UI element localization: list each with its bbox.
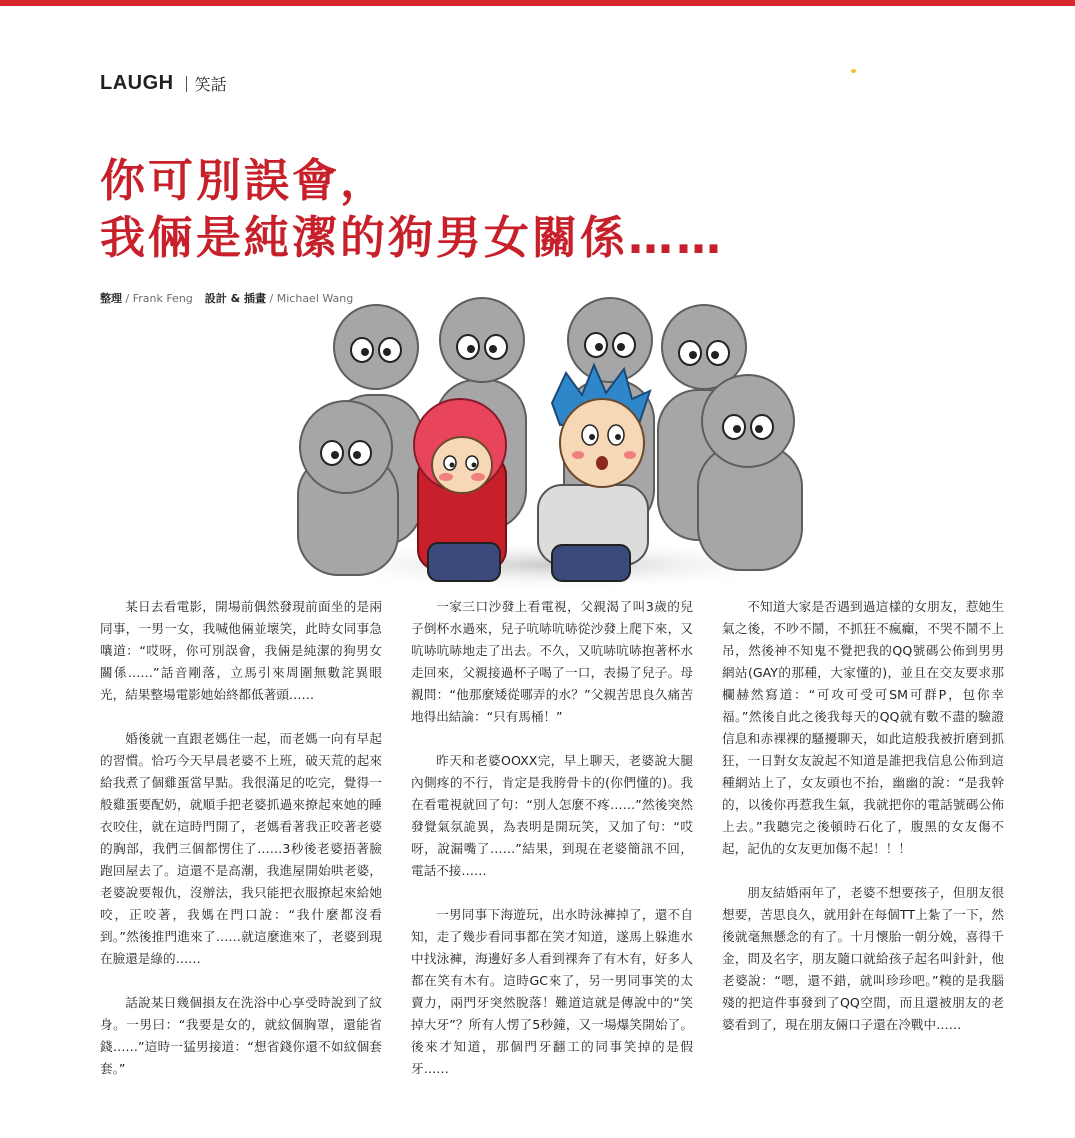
decorative-dot (851, 69, 856, 73)
text-column-2 (411, 596, 693, 1102)
audience-figure (298, 401, 398, 575)
top-accent-bar (0, 0, 1075, 6)
section-label-en: LAUGH (100, 72, 174, 94)
girl-character (414, 399, 506, 581)
joke-paragraph: 朋友結婚兩年了，老婆不想要孩子，但朋友很想要，苦思良久，就用針在每個TT上紮了一下，然後就毫無懸念的有了。十月懷胎一朝分娩，喜得千金，問及名字，朋友隨口就給孩子起名叫針針，他老婆說：“嗯，還不錯，就叫珍珍吧。”糗的是我腦殘的把這件事發到了QQ空間，而且還被朋友的老婆看到了，現在朋友倆口子還在冷戰中…… (722, 885, 1004, 1032)
section-divider (186, 76, 187, 92)
joke-paragraph: 一男同事下海遊玩，出水時泳褲掉了，還不自知，走了幾步看同事都在笑才知道，遂馬上躲進水中找泳褲，海邊好多人看到裸奔了有木有，好多人都在笑有木有。這時GC來了，另一男同事笑的太賣力，兩門牙突然脫落！難道這就是傳說中的“笑掉大牙”？所有人愣了5秒鐘，又一場爆笑開始了。後來才知道，那個門牙翻工的同事笑掉的是假牙…… (411, 907, 693, 1076)
title-line-1: 你可別誤會， (100, 154, 389, 207)
boy-character (538, 365, 650, 581)
credit-designer-name: / Michael Wang (266, 292, 354, 305)
title-line-2: 我倆是純潔的狗男女關係…… (100, 211, 725, 264)
text-column-3 (722, 596, 1004, 1058)
cinema-illustration (290, 295, 820, 587)
joke-paragraph: 不知道大家是否遇到過這樣的女朋友，惹她生氣之後，不吵不鬧，不抓狂不瘋癲，不哭不鬧不上吊，然後神不知鬼不覺把我的QQ號碼公佈到男男網站(GAY的那種，大家懂的)，並且在交友要求那欄赫然寫道：“可攻可受可SM可群P，包你幸福。”然後自此之後我每天的QQ就有數不盡的驗證信息和赤裸裸的騷擾聊天，如此這般我被折磨到抓狂，一日對女友說起不知道是誰把我信息公佈到這種網站上了，女友頭也不抬，幽幽的說：“是我幹的，以後你再惹我生氣，我就把你的電話號碼公佈上去。”我聽完之後頓時石化了，腹黑的女友傷不起，記仇的女友更加傷不起！！！ (722, 599, 1004, 856)
credit-editor-name: / Frank Feng (122, 292, 193, 305)
text-column-1 (100, 596, 382, 1102)
joke-paragraph: 一家三口沙發上看電視，父親渴了叫3歲的兒子倒杯水過來，兒子吭哧吭哧從沙發上爬下來，又吭哧吭哧地走了出去。不久，又吭哧吭哧抱著杯水走回來，父親接過杯子喝了一口，表揚了兒子。母親問：“他那麼矮從哪弄的水？”父親苦思良久痛苦地得出結論：“只有馬桶！” (411, 599, 693, 724)
joke-paragraph: 昨天和老婆OOXX完，早上聊天，老婆說大腿內側疼的不行，肯定是我胯骨卡的(你們懂的)。我在看電視就回了句：“別人怎麼不疼……”然後突然發覺氣氛詭異，為表明是開玩笑，又加了句：“哎呀，說漏嘴了……”結果，到現在老婆簡訊不回，電話不接…… (411, 753, 693, 878)
joke-paragraph: 話說某日幾個損友在洗浴中心享受時說到了紋身。一男曰：“我要是女的，就紋個胸罩，還能省錢……”這時一猛男接道：“想省錢你還不如紋個套套。” (100, 995, 382, 1076)
audience-figure (698, 375, 802, 570)
section-header (100, 72, 227, 95)
joke-paragraph: 婚後就一直跟老媽住一起，而老媽一向有早起的習慣。恰巧今天早晨老婆不上班，破天荒的起來給我煮了個雞蛋當早點。我很滿足的吃完，覺得一般雞蛋要配奶，就順手把老婆抓過來撩起來她的睡衣咬住，就在這時門開了，老媽看著我正咬著老婆的胸部，我們三個都愣住了……3秒後老婆捂著臉跑回屋去了。這還不是高潮，我進屋開始哄老婆，老婆說要報仇，沒辦法，我只能把衣服撩起來給她咬，正咬著，我媽在門口說：“我什麼都沒看到。”然後推門進來了……就這麼進來了，老婆到現在臉還是綠的…… (100, 731, 382, 966)
article-title (100, 152, 724, 266)
section-label-zh: 笑話 (194, 75, 227, 94)
joke-paragraph: 某日去看電影，開場前偶然發現前面坐的是兩同事，一男一女，我喊他倆並壞笑，此時女同事急嚷道：“哎呀，你可別誤會，我倆是純潔的狗男女關係……”話音剛落，立馬引來周圍無數詫異眼光，結果整場電影她始終都低著頭…… (100, 599, 382, 702)
credit-editor-label: 整理 (100, 292, 122, 305)
credit-designer-label: 設計 & 插畫 (204, 292, 267, 305)
